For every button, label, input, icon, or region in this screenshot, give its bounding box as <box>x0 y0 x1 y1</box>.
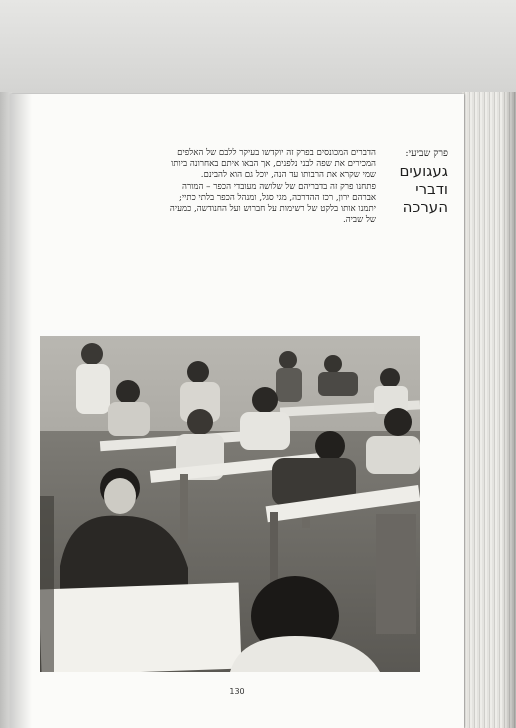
scanner-background <box>0 0 516 92</box>
chapter-title <box>378 162 448 216</box>
chapter-title-line: ודברי <box>415 180 448 198</box>
classroom-photo-image <box>40 336 420 672</box>
chapter-title-line: געגועים <box>399 162 448 180</box>
intro-line: אברהם ירון, רכז ההדרכה, מגי סגל, ומנהל הכפר בלתי כתיי; <box>178 192 376 203</box>
intro-line: פתחנו פרק זה בדבריהם של שלושה מעובדי הכפר – המורה <box>182 181 376 192</box>
chapter-heading <box>378 148 448 216</box>
book-page-edges <box>462 92 516 728</box>
chapter-title-line: הערכה <box>402 198 448 216</box>
page-number: 130 <box>229 687 245 696</box>
intro-line: שמי שקרא את הרבותו עד הנה, יוכל גם הוא להבינם. <box>200 170 376 181</box>
intro-paragraph <box>114 148 376 226</box>
chapter-label: פרק שביעי: <box>405 148 448 159</box>
intro-line: הדברים המכונסים בפרק זה יוקדשו בעיקר ללבם של האלפים <box>177 148 376 158</box>
page-gutter-shadow <box>10 94 32 728</box>
intro-line: המכירים את שפה לבני נלפנים, אך הבאו איתם באחרונה ביותו <box>171 159 376 170</box>
book-page <box>10 94 464 728</box>
classroom-photo <box>40 336 420 672</box>
intro-line: של שביה. <box>343 215 376 226</box>
intro-line: יתמנו אותו בלקט של רשימות על חברוש ועל החנודשה, כמעיה <box>169 204 376 215</box>
